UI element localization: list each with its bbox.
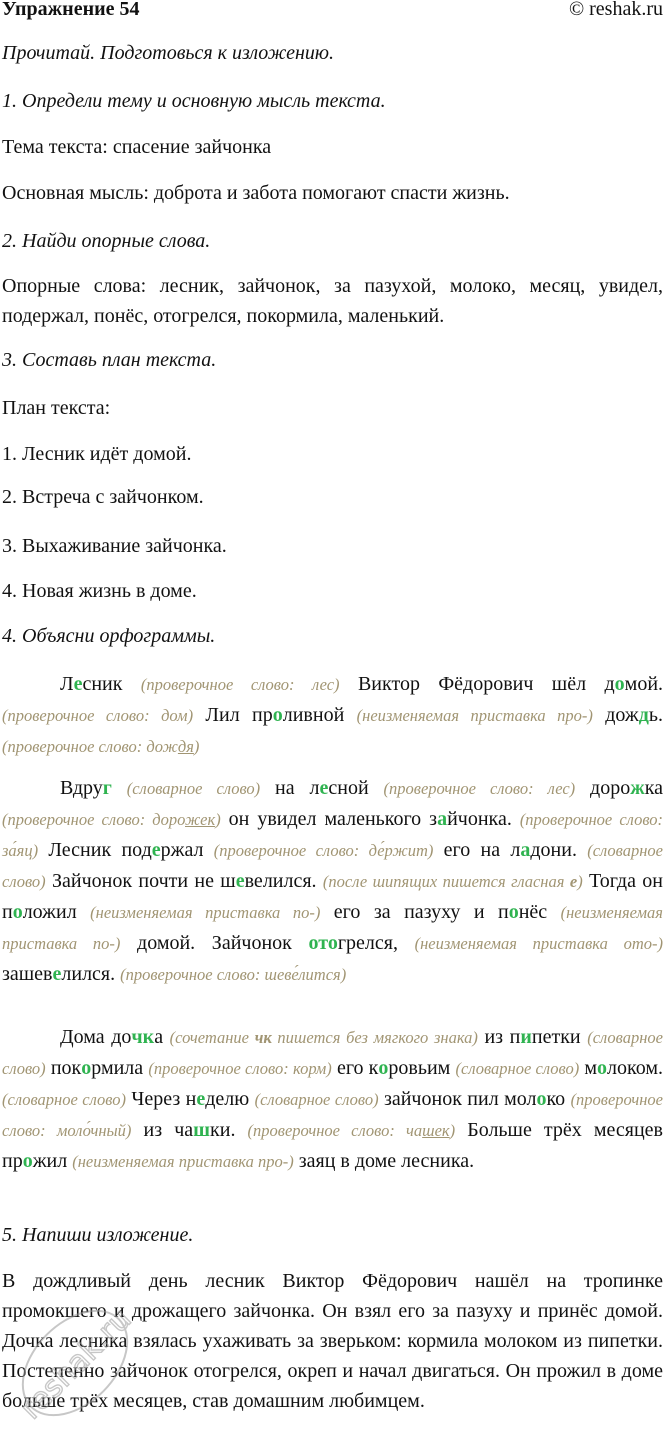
hint-note: (словарное слово) <box>254 1090 379 1109</box>
question-3: 3. Составь план текста. <box>2 349 217 371</box>
hint-note: (неизменяемая приставка про-) <box>356 706 593 725</box>
orthography-paragraph-1: Лесник (проверочное слово: лес) Виктор Фёдорович шёл домой. (проверочное слово: дом) Лил проливной (неизменяемая приставка про-) дождь. (проверочное слово: дождя) <box>2 673 664 756</box>
plan-item-1: 1. Лесник идёт домой. <box>2 443 192 465</box>
keywords-paragraph: Опорные слова: лесник, зайчонок, за пазухой, молоко, месяц, увидел, подержал, понёс, отогрелся, покормила, маленький. <box>2 275 663 327</box>
plan-title: План текста: <box>2 397 111 419</box>
hint-note: (словарное слово) <box>2 841 663 891</box>
question-5: 5. Напиши изложение. <box>2 1224 194 1246</box>
plan-item-3: 3. Выхаживание зайчонка. <box>2 535 227 557</box>
question-1: 1. Определи тему и основную мысль текста. <box>2 90 386 112</box>
hint-note: (проверочное слово: де́ржит) <box>213 841 434 860</box>
plan-item-2: 2. Встреча с зайчонком. <box>2 486 204 508</box>
hint-note: (неизменяемая приставка по-) <box>2 903 663 953</box>
hint-note: (проверочное слово: корм) <box>148 1059 332 1078</box>
hint-note: (словарное слово) <box>2 1028 663 1078</box>
header <box>2 0 663 24</box>
hint-note: (проверочное слово: за́яц) <box>2 810 664 860</box>
orthography-paragraph-3: Дома дочка (сочетание чк пишется без мягкого знака) из пипетки (словарное слово) покормила (проверочное слово: корм) его коровьим (словарное слово) молоком. (словарное слово) Через неделю (словарное слово) зайчонок пил молоко (проверочное слово: моло́чный) из чашки. (проверочное слово: чашек) Больше трёх месяцев прожил (неизменяемая приставка про-) заяц в доме лесника. <box>2 1026 663 1172</box>
hint-note: (словарное слово) <box>2 1090 126 1109</box>
intro-instruction: Прочитай. Подготовься к изложению. <box>2 42 335 64</box>
exercise-title: Упражнение 54 <box>2 0 140 20</box>
watermark-text: reshak.ru <box>13 1301 139 1427</box>
hint-note: (проверочное слово: чашек) <box>247 1121 456 1140</box>
hint-note: (проверочное слово: дом) <box>2 706 194 725</box>
hint-note: (проверочное слово: моло́чный) <box>2 1090 663 1140</box>
hint-note: (неизменяемая приставка по-) <box>90 903 321 922</box>
essay-paragraph: В дождливый день лесник Виктор Фёдорович нашёл на тропинке промокшего и дрожащего зайчонка. Он взял его за пазуху и принёс домой. Дочка лесника взялась ухаживать за зверьком: кормила молоком из пипетки. Постепенно зайчонок отогрелся, окреп и начал двигаться. Он прожил в доме больше трёх месяцев, став домашним любимцем. <box>2 1270 663 1412</box>
hint-note: (проверочное слово: лес) <box>140 675 340 694</box>
hint-note: (словарное слово) <box>126 779 261 798</box>
theme-line: Тема текста: спасение зайчонка <box>2 136 272 158</box>
question-2: 2. Найди опорные слова. <box>2 230 211 252</box>
hint-note: (неизменяемая приставка ото-) <box>414 934 663 953</box>
hint-note: (проверочное слово: дождя) <box>2 737 200 756</box>
hint-note: (проверочное слово: дорожек) <box>2 810 221 829</box>
hint-note: (словарное слово) <box>455 1059 580 1078</box>
plan-item-4: 4. Новая жизнь в доме. <box>2 580 197 602</box>
hint-note: (после шипящих пишется гласная е) <box>322 872 583 891</box>
hint-note: (проверочное слово: лес) <box>383 779 576 798</box>
question-4: 4. Объясни орфограммы. <box>2 625 216 647</box>
hint-note: (сочетание чк пишется без мягкого знака) <box>169 1028 478 1047</box>
hint-note: (проверочное слово: шеве́лится) <box>120 965 347 984</box>
orthography-paragraph-2: Вдруг (словарное слово) на лесной (проверочное слово: лес) дорожка (проверочное слово: дорожек) он увидел маленького зайчонка. (проверочное слово: за́яц) Лесник подержал (проверочное слово: де́ржит) его на ладони. (словарное слово) Зайчонок почти не шевелился. (после шипящих пишется гласная е) Тогда он положил (неизменяемая приставка по-) его за пазуху и понёс (неизменяемая приставка по-) домой. Зайчонок отогрелся, (неизменяемая приставка ото-) зашевелился. (проверочное слово: шеве́лится) <box>2 777 664 985</box>
main-idea-line: Основная мысль: доброта и забота помогают спасти жизнь. <box>2 182 510 204</box>
hint-note: (неизменяемая приставка про-) <box>72 1152 294 1171</box>
site-credit[interactable]: © reshak.ru <box>568 0 663 20</box>
